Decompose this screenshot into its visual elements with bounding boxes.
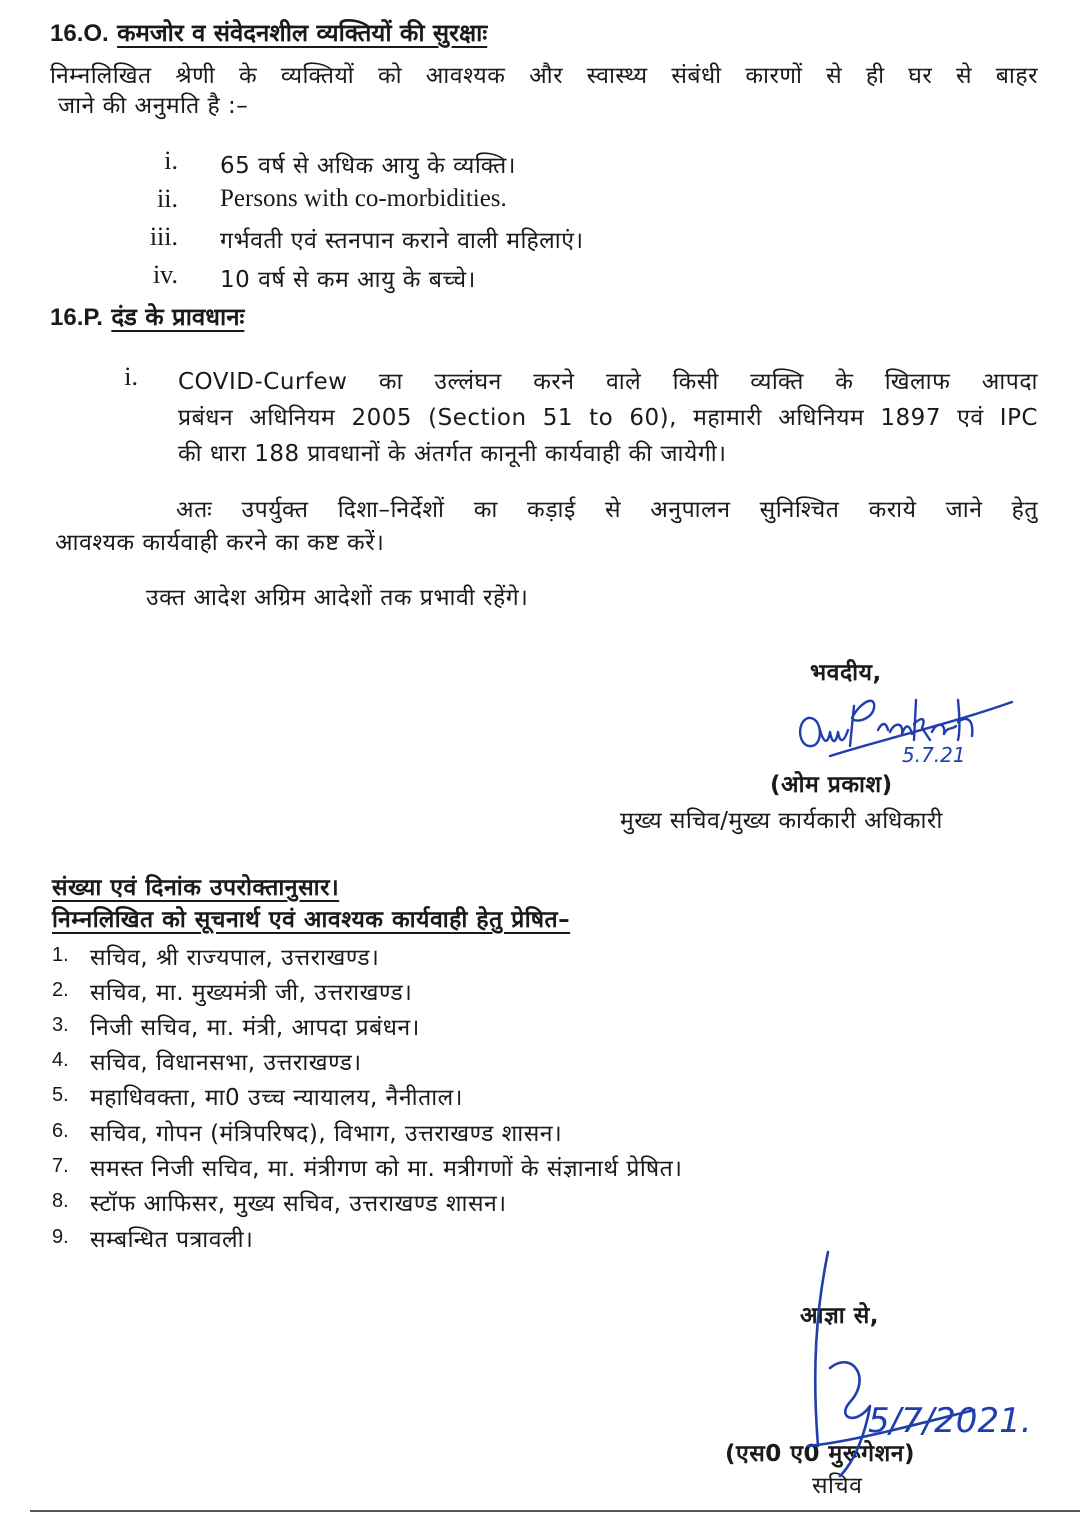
list-item-marker: i. xyxy=(124,362,138,391)
section-16p-item-line1: COVID-Curfew का उल्लंघन करने वाले किसी व्यक्ति के खिलाफ आपदा xyxy=(178,369,1038,395)
list-item-marker: ii. xyxy=(157,184,178,213)
list-item: समस्त निजी सचिव, मा. मंत्रीगण को मा. मत्रीगणों के संज्ञानार्थ प्रेषित। xyxy=(90,1156,683,1182)
section-16o-heading xyxy=(50,16,487,49)
list-item-marker: iii. xyxy=(149,222,178,251)
list-item-marker: i. xyxy=(164,146,178,175)
list-item: स्टॉफ आफिसर, मुख्य सचिव, उत्तराखण्ड शासन। xyxy=(90,1191,507,1217)
signature-date: 5/7/2021. xyxy=(868,1401,1032,1441)
signature-secretary xyxy=(760,1250,1032,1480)
signature-om-prakash xyxy=(790,660,1020,770)
list-item-marker: iv. xyxy=(152,260,178,289)
list-item: महाधिवक्ता, मा0 उच्च न्यायालय, नैनीताल। xyxy=(90,1085,463,1111)
section-16p-title: दंड के प्रावधानः xyxy=(111,303,245,331)
list-item: सचिव, विधानसभा, उत्तराखण्ड। xyxy=(90,1050,362,1076)
bottom-rule xyxy=(30,1510,1080,1512)
salutation: आज्ञा से, xyxy=(800,1303,879,1329)
section-16p-item-line2: प्रबंधन अधिनियम 2005 (Section 51 to 60), महामारी अधिनियम 1897 एवं IPC xyxy=(178,405,1038,431)
salutation: भवदीय, xyxy=(810,660,882,686)
list-item: सम्बन्धित पत्रावली। xyxy=(90,1227,254,1253)
section-16o-title: कमजोर व संवेदनशील व्यक्तियों की सुरक्षाः xyxy=(117,19,488,47)
section-16p-heading xyxy=(50,300,244,333)
list-item: निजी सचिव, मा. मंत्री, आपदा प्रबंधन। xyxy=(90,1015,420,1041)
list-item: 65 वर्ष से अधिक आयु के व्यक्ति। xyxy=(220,153,516,179)
list-item-number: 3. xyxy=(52,1014,69,1036)
list-item: 10 वर्ष से कम आयु के बच्चे। xyxy=(220,267,476,293)
section-16o-intro-line1: निम्नलिखित श्रेणी के व्यक्तियों को आवश्यक और स्वास्थ्य संबंधी कारणों से ही घर से बाहर xyxy=(50,63,1038,89)
distribution-heading: निम्नलिखित को सूचनार्थ एवं आवश्यक कार्यवाही हेतु प्रेषित– xyxy=(52,907,571,933)
signatory-name: (ओम प्रकाश) xyxy=(770,772,893,798)
signature-date: 5.7.21 xyxy=(902,743,966,767)
section-16p-item-line3: की धारा 188 प्रावधानों के अंतर्गत कानूनी कार्यवाही की जायेगी। xyxy=(178,441,727,467)
list-item-number: 9. xyxy=(52,1226,69,1248)
signatory-designation: मुख्य सचिव/मुख्य कार्यकारी अधिकारी xyxy=(620,808,943,834)
list-item-number: 5. xyxy=(52,1084,69,1106)
section-16o-number: 16.O. xyxy=(50,20,109,47)
section-16p-number: 16.P. xyxy=(50,304,103,331)
list-item: सचिव, गोपन (मंत्रिपरिषद), विभाग, उत्तराखण्ड शासन। xyxy=(90,1121,563,1147)
list-item-number: 2. xyxy=(52,979,69,1001)
list-item: सचिव, मा. मुख्यमंत्री जी, उत्तराखण्ड। xyxy=(90,980,413,1006)
list-item-number: 7. xyxy=(52,1155,69,1177)
list-item-number: 1. xyxy=(52,944,69,966)
list-item-number: 8. xyxy=(52,1190,69,1212)
closing-para2: उक्त आदेश अग्रिम आदेशों तक प्रभावी रहेंगे। xyxy=(146,585,529,611)
list-item-number: 6. xyxy=(52,1120,69,1142)
list-item: Persons with co-morbidities. xyxy=(220,185,507,212)
list-item: गर्भवती एवं स्तनपान कराने वाली महिलाएं। xyxy=(220,228,584,254)
signatory-designation: सचिव xyxy=(812,1473,863,1499)
list-item: सचिव, श्री राज्यपाल, उत्तराखण्ड। xyxy=(90,945,380,971)
closing-para1-line1: अतः उपर्युक्त दिशा–निर्देशों का कड़ाई से अनुपालन सुनिश्चित कराये जाने हेतु xyxy=(176,497,1038,523)
list-item-number: 4. xyxy=(52,1049,69,1071)
distribution-reference: संख्या एवं दिनांक उपरोक्तानुसार। xyxy=(52,875,340,901)
section-16o-intro-line2: जाने की अनुमति है :– xyxy=(58,93,249,119)
closing-para1-line2: आवश्यक कार्यवाही करने का कष्ट करें। xyxy=(55,530,385,556)
signatory-name: (एस0 ए0 मुरूगेशन) xyxy=(725,1441,916,1467)
